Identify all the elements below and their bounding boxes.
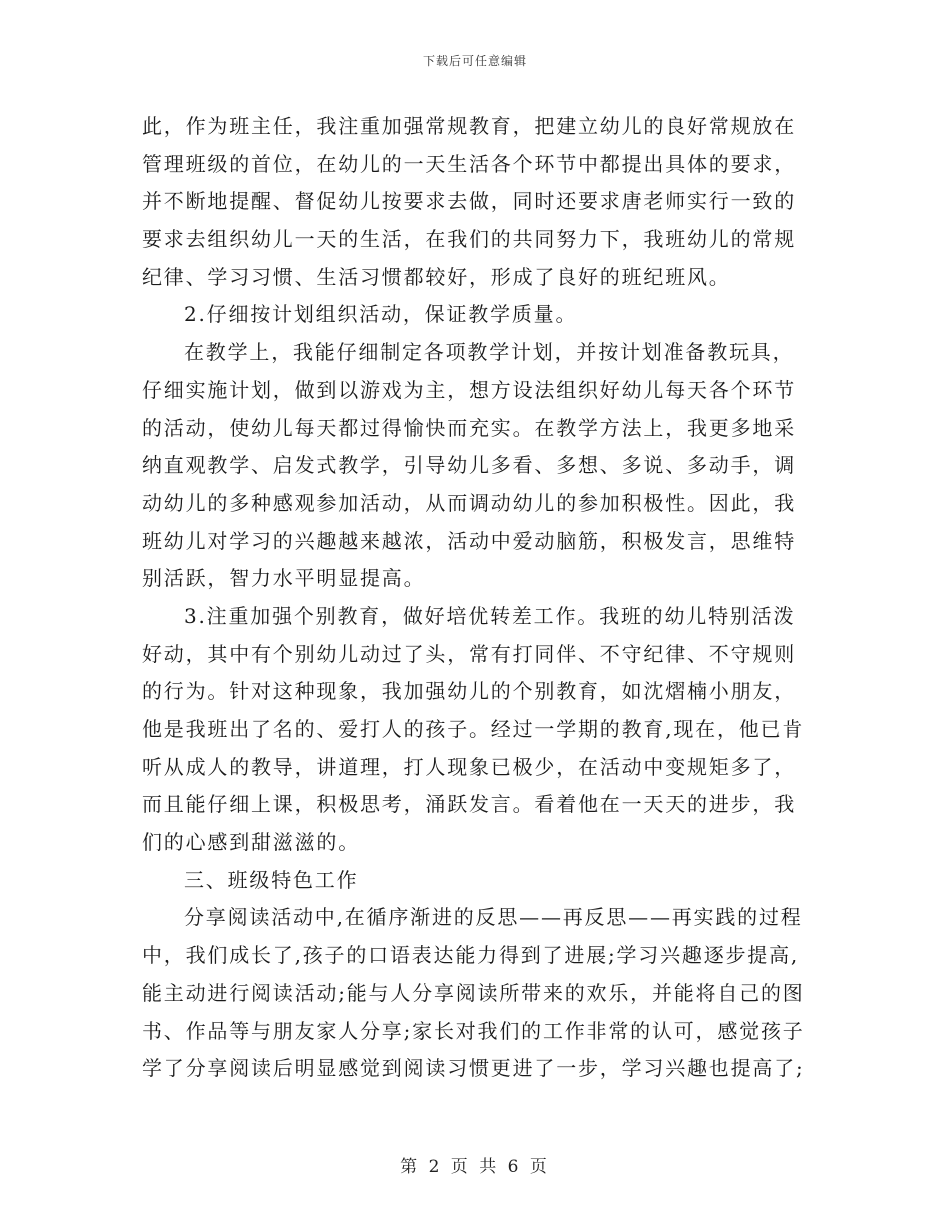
text-line: 动幼儿的多种感观参加活动，从而调动幼儿的参加积极性。因此，我 bbox=[142, 490, 796, 515]
text-line: 而且能仔细上课，积极思考，涌跃发言。看着他在一天天的进步，我 bbox=[142, 792, 796, 817]
text-line: 此，作为班主任，我注重加强常规教育，把建立幼儿的良好常规放在 bbox=[142, 114, 796, 138]
text-line: 中，我们成长了,孩子的口语表达能力得到了进展;学习兴趣逐步提高, bbox=[142, 943, 800, 968]
text-line: 2.仔细按计划组织活动，保证教学质量。 bbox=[184, 302, 578, 327]
text-line: 别活跃，智力水平明显提高。 bbox=[142, 566, 426, 591]
text-line: 好动，其中有个别幼儿动过了头，常有打同伴、不守纪律、不守规则 bbox=[142, 641, 796, 666]
text-line: 3.注重加强个别教育，做好培优转差工作。我班的幼儿特别活泼 bbox=[184, 603, 796, 628]
text-line: 在教学上，我能仔细制定各项教学计划，并按计划准备教玩具， bbox=[184, 340, 795, 365]
text-line: 纪律、学习习惯、生活习惯都较好，形成了良好的班纪班风。 bbox=[142, 264, 731, 289]
text-line: 听从成人的教导，讲道理，打人现象已极少，在活动中变规矩多了， bbox=[142, 754, 796, 779]
text-line: 班幼儿对学习的兴趣越来越浓，活动中爱动脑筋，积极发言，思维特 bbox=[142, 528, 796, 553]
text-line: 学了分享阅读后明显感觉到阅读习惯更进了一步，学习兴趣也提高了; bbox=[142, 1056, 805, 1081]
page-number: 第 2 页 共 6 页 bbox=[400, 1157, 550, 1177]
text-line: 们的心感到甜滋滋的。 bbox=[142, 830, 360, 855]
text-line: 书、作品等与朋友家人分享;家长对我们的工作非常的认可，感觉孩子 bbox=[142, 1018, 805, 1043]
document-body bbox=[142, 108, 810, 1088]
text-line: 分享阅读活动中,在循序渐进的反思——再反思——再实践的过程 bbox=[184, 905, 803, 930]
text-line: 要求去组织幼儿一天的生活，在我们的共同努力下，我班幼儿的常规 bbox=[142, 227, 796, 252]
text-line: 并不断地提醒、督促幼儿按要求去做，同时还要求唐老师实行一致的 bbox=[142, 189, 796, 214]
text-line: 他是我班出了名的、爱打人的孩子。经过一学期的教育,现在，他已肯 bbox=[142, 717, 805, 741]
text-line: 管理班级的首位，在幼儿的一天生活各个环节中都提出具体的要求， bbox=[142, 151, 796, 176]
page-header-note: 下载后可任意编辑 bbox=[422, 54, 527, 68]
text-line: 能主动进行阅读活动;能与人分享阅读所带来的欢乐，并能将自己的图 bbox=[142, 980, 805, 1005]
text-line: 的活动，使幼儿每天都过得愉快而充实。在教学方法上，我更多地采 bbox=[142, 415, 796, 440]
text-line: 的行为。针对这种现象，我加强幼儿的个别教育，如沈熠楠小朋友， bbox=[142, 679, 796, 704]
text-line: 仔细实施计划，做到以游戏为主，想方设法组织好幼儿每天各个环节 bbox=[142, 377, 796, 402]
text-line: 纳直观教学、启发式教学，引导幼儿多看、多想、多说、多动手，调 bbox=[142, 453, 796, 478]
text-line: 三、班级特色工作 bbox=[184, 867, 359, 892]
